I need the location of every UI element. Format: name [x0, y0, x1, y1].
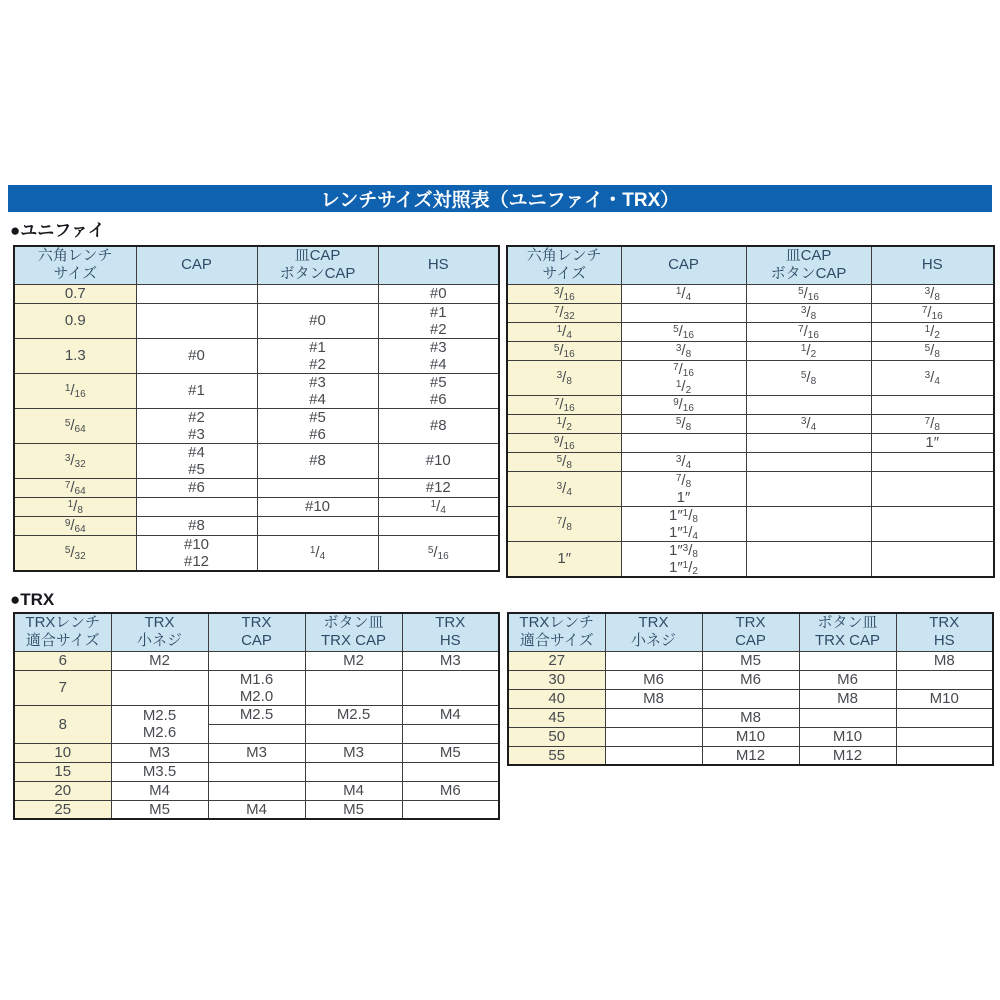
table-row	[14, 284, 499, 303]
table-row	[14, 670, 499, 705]
table-cell: M12	[702, 746, 799, 765]
size-cell: $^3/_{32}$	[14, 443, 136, 478]
trx-left-table	[13, 612, 500, 820]
size-cell: $^5/_{16}$	[507, 341, 621, 360]
size-cell: 55	[508, 746, 605, 765]
size-cell: 27	[508, 651, 605, 670]
table-row	[14, 303, 499, 338]
table-row	[14, 743, 499, 762]
column-header: TRX CAP	[208, 613, 305, 651]
table-cell: M8	[605, 689, 702, 708]
table-cell	[871, 471, 994, 506]
table-row	[507, 414, 994, 433]
size-cell: 30	[508, 670, 605, 689]
table-row	[507, 433, 994, 452]
table-cell: M3	[111, 743, 208, 762]
table-cell	[871, 541, 994, 577]
table-cell: M5	[111, 800, 208, 819]
column-header: TRX CAP	[702, 613, 799, 651]
column-header: TRX 小ネジ	[605, 613, 702, 651]
table-cell: $^1/_2$	[746, 341, 871, 360]
table-cell: $^3/_4$	[871, 360, 994, 395]
size-cell: $^7/_{32}$	[507, 303, 621, 322]
table-cell	[402, 670, 499, 705]
table-cell: $^7/_{16}$	[746, 322, 871, 341]
table-row	[14, 781, 499, 800]
table-cell	[402, 724, 499, 743]
table-cell: $^3/_4$	[746, 414, 871, 433]
table-cell: $^7/_{16}$ $^1/_2$	[621, 360, 746, 395]
table-row	[508, 746, 993, 765]
table-cell: $^3/_8$	[871, 284, 994, 303]
column-header: 六角レンチ サイズ	[507, 246, 621, 284]
column-header: HS	[871, 246, 994, 284]
size-cell: 10	[14, 743, 111, 762]
table-cell	[871, 506, 994, 541]
table-cell	[402, 762, 499, 781]
table-row	[14, 408, 499, 443]
size-cell: $^5/_8$	[507, 452, 621, 471]
size-cell: 40	[508, 689, 605, 708]
table-row	[508, 670, 993, 689]
page-title	[8, 185, 992, 212]
table-cell: $^7/_{16}$	[871, 303, 994, 322]
table-cell	[896, 727, 993, 746]
table-cell: M3	[208, 743, 305, 762]
table-cell: #3 #4	[257, 373, 378, 408]
table-cell: M8	[799, 689, 896, 708]
trx-tables-group	[13, 612, 994, 820]
table-cell: M5	[702, 651, 799, 670]
size-cell: $^5/_{64}$	[14, 408, 136, 443]
size-cell: 20	[14, 781, 111, 800]
column-header: TRXレンチ 適合サイズ	[14, 613, 111, 651]
table-cell: M2.5 M2.6	[111, 705, 208, 743]
table-cell: $^5/_8$	[871, 341, 994, 360]
table-cell: M2.5	[208, 705, 305, 724]
table-cell: $1''^3/_8$ $1''^1/_2$	[621, 541, 746, 577]
table-cell	[402, 800, 499, 819]
size-cell: $^1/_{16}$	[14, 373, 136, 408]
table-cell	[208, 724, 305, 743]
table-cell: #10	[378, 443, 499, 478]
table-cell	[208, 651, 305, 670]
table-cell: M6	[402, 781, 499, 800]
size-cell: $^9/_{16}$	[507, 433, 621, 452]
column-header: TRX HS	[896, 613, 993, 651]
table-row	[507, 322, 994, 341]
table-row	[14, 373, 499, 408]
column-header: ボタン皿 TRX CAP	[305, 613, 402, 651]
column-header: TRXレンチ 適合サイズ	[508, 613, 605, 651]
table-row	[507, 303, 994, 322]
table-row	[14, 762, 499, 781]
table-cell: M3.5	[111, 762, 208, 781]
table-row	[508, 651, 993, 670]
table-cell	[605, 746, 702, 765]
size-cell: $^7/_8$	[507, 506, 621, 541]
size-cell: 8	[14, 705, 111, 743]
table-cell	[871, 452, 994, 471]
table-cell: M6	[799, 670, 896, 689]
table-cell: #3 #4	[378, 338, 499, 373]
table-cell: $^5/_{16}$	[378, 535, 499, 571]
table-cell	[746, 506, 871, 541]
table-cell: #5 #6	[257, 408, 378, 443]
table-cell: #0	[378, 284, 499, 303]
column-header: 皿CAP ボタンCAP	[257, 246, 378, 284]
table-cell	[257, 516, 378, 535]
table-cell	[605, 651, 702, 670]
table-cell: M4	[402, 705, 499, 724]
table-cell: M3	[402, 651, 499, 670]
table-cell	[136, 497, 257, 516]
page-title-text: レンチサイズ対照表（ユニファイ・TRX）	[320, 190, 680, 211]
column-header: HS	[378, 246, 499, 284]
table-row	[508, 708, 993, 727]
table-cell: #4 #5	[136, 443, 257, 478]
table-cell	[605, 708, 702, 727]
table-row	[507, 541, 994, 577]
header-row	[507, 246, 994, 284]
table-cell: M4	[111, 781, 208, 800]
table-cell	[896, 746, 993, 765]
table-row	[507, 471, 994, 506]
table-cell: $^5/_8$	[621, 414, 746, 433]
table-cell	[208, 762, 305, 781]
table-cell: $^3/_8$	[621, 341, 746, 360]
table-cell: M8	[896, 651, 993, 670]
table-cell: M2	[305, 651, 402, 670]
size-cell: $^3/_{16}$	[507, 284, 621, 303]
table-cell: $^5/_8$	[746, 360, 871, 395]
table-cell	[208, 781, 305, 800]
column-header: ボタン皿 TRX CAP	[799, 613, 896, 651]
table-row	[507, 341, 994, 360]
table-cell: $^1/_4$	[621, 284, 746, 303]
table-cell: $1''^1/_8$ $1''^1/_4$	[621, 506, 746, 541]
table-cell	[746, 452, 871, 471]
size-cell: 50	[508, 727, 605, 746]
table-row	[507, 452, 994, 471]
table-cell: $^3/_4$	[621, 452, 746, 471]
table-cell: #12	[378, 478, 499, 497]
table-row	[14, 705, 499, 724]
table-cell: $^9/_{16}$	[621, 395, 746, 414]
size-cell: $^1/_8$	[14, 497, 136, 516]
size-cell: $^5/_{32}$	[14, 535, 136, 571]
table-cell: M1.6 M2.0	[208, 670, 305, 705]
table-cell: M5	[402, 743, 499, 762]
size-cell: $^9/_{64}$	[14, 516, 136, 535]
table-cell: M10	[702, 727, 799, 746]
size-cell: $^7/_{64}$	[14, 478, 136, 497]
table-cell	[257, 478, 378, 497]
table-cell: #5 #6	[378, 373, 499, 408]
table-cell	[111, 670, 208, 705]
unify-tables-group	[13, 245, 995, 578]
table-cell	[305, 724, 402, 743]
table-cell	[896, 708, 993, 727]
table-cell: M2.5	[305, 705, 402, 724]
size-cell: 0.7	[14, 284, 136, 303]
table-row	[14, 535, 499, 571]
size-cell: 25	[14, 800, 111, 819]
section-label-unify: ●ユニファイ	[10, 221, 105, 240]
table-cell	[746, 541, 871, 577]
table-cell: M5	[305, 800, 402, 819]
header-row	[14, 246, 499, 284]
size-cell: $^7/_{16}$	[507, 395, 621, 414]
table-row	[14, 443, 499, 478]
table-cell: $^7/_8$ 1″	[621, 471, 746, 506]
column-header: 六角レンチ サイズ	[14, 246, 136, 284]
table-cell: #1 #2	[378, 303, 499, 338]
column-header: TRX 小ネジ	[111, 613, 208, 651]
unify-right-table	[506, 245, 995, 578]
table-cell: M8	[702, 708, 799, 727]
table-cell	[305, 762, 402, 781]
table-row	[507, 395, 994, 414]
table-row	[14, 338, 499, 373]
table-cell: M6	[702, 670, 799, 689]
table-cell: #2 #3	[136, 408, 257, 443]
table-cell: #10	[257, 497, 378, 516]
table-cell: M4	[305, 781, 402, 800]
table-cell: #6	[136, 478, 257, 497]
table-cell: $^1/_2$	[871, 322, 994, 341]
table-row	[507, 360, 994, 395]
column-header: CAP	[621, 246, 746, 284]
table-cell: M10	[896, 689, 993, 708]
table-cell: M4	[208, 800, 305, 819]
table-cell: #8	[257, 443, 378, 478]
table-cell	[746, 433, 871, 452]
table-cell: $^3/_8$	[746, 303, 871, 322]
table-row	[14, 651, 499, 670]
size-cell: $^3/_8$	[507, 360, 621, 395]
table-cell	[702, 689, 799, 708]
table-row	[507, 506, 994, 541]
table-cell	[746, 395, 871, 414]
table-cell: #0	[257, 303, 378, 338]
table-cell	[871, 395, 994, 414]
size-cell: 45	[508, 708, 605, 727]
size-cell: 0.9	[14, 303, 136, 338]
table-cell	[799, 708, 896, 727]
header-row	[14, 613, 499, 651]
table-row	[508, 689, 993, 708]
table-cell: #1	[136, 373, 257, 408]
table-row	[508, 727, 993, 746]
table-cell: #10 #12	[136, 535, 257, 571]
table-cell: M10	[799, 727, 896, 746]
table-cell: #8	[378, 408, 499, 443]
trx-right-table	[507, 612, 994, 766]
column-header: TRX HS	[402, 613, 499, 651]
table-cell: M2	[111, 651, 208, 670]
table-cell	[305, 670, 402, 705]
table-cell	[257, 284, 378, 303]
size-cell: 1″	[507, 541, 621, 577]
table-cell	[621, 433, 746, 452]
table-cell	[136, 303, 257, 338]
table-row	[14, 516, 499, 535]
table-row	[14, 478, 499, 497]
table-cell	[896, 670, 993, 689]
table-cell: #0	[136, 338, 257, 373]
table-cell	[605, 727, 702, 746]
size-cell: $^3/_4$	[507, 471, 621, 506]
table-cell: #1 #2	[257, 338, 378, 373]
size-cell: 1.3	[14, 338, 136, 373]
table-cell: $^1/_4$	[378, 497, 499, 516]
header-row	[508, 613, 993, 651]
size-cell: 6	[14, 651, 111, 670]
table-cell	[136, 284, 257, 303]
unify-left-table	[13, 245, 500, 572]
table-cell: M6	[605, 670, 702, 689]
table-cell: $^1/_4$	[257, 535, 378, 571]
table-cell	[621, 303, 746, 322]
column-header: CAP	[136, 246, 257, 284]
table-cell: $^5/_{16}$	[746, 284, 871, 303]
table-row	[14, 497, 499, 516]
size-cell: 7	[14, 670, 111, 705]
size-cell: $^1/_2$	[507, 414, 621, 433]
table-row	[14, 800, 499, 819]
table-cell: 1″	[871, 433, 994, 452]
table-cell: $^7/_8$	[871, 414, 994, 433]
table-row	[507, 284, 994, 303]
table-cell: $^5/_{16}$	[621, 322, 746, 341]
table-cell: #8	[136, 516, 257, 535]
column-header: 皿CAP ボタンCAP	[746, 246, 871, 284]
table-cell: M3	[305, 743, 402, 762]
size-cell: 15	[14, 762, 111, 781]
table-cell	[378, 516, 499, 535]
size-cell: $^1/_4$	[507, 322, 621, 341]
table-cell	[799, 651, 896, 670]
table-cell: M12	[799, 746, 896, 765]
table-cell	[746, 471, 871, 506]
section-label-trx: ●TRX	[10, 590, 55, 609]
